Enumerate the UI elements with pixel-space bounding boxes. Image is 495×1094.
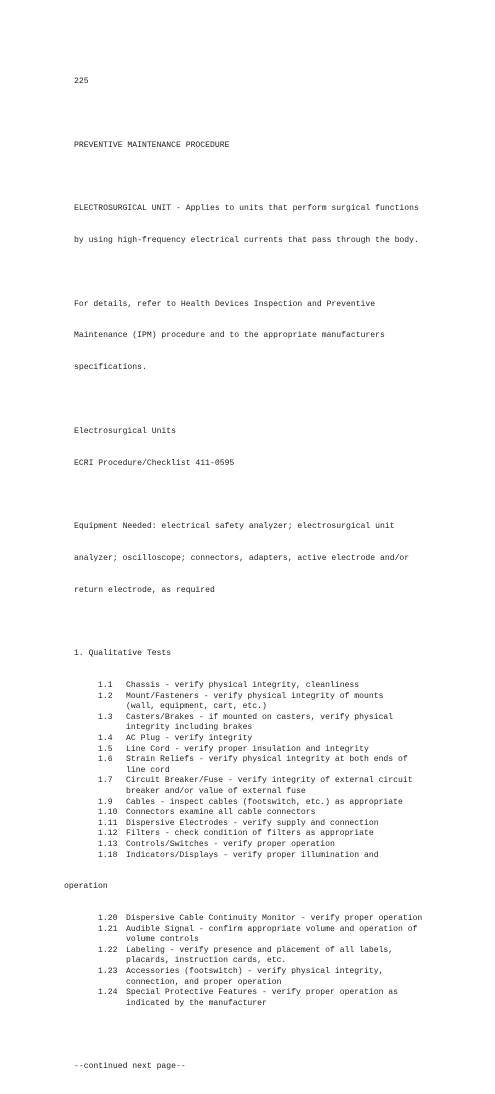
equipment-line-2: analyzer; oscilloscope; connectors, adapters, active electrode and/or [74, 553, 410, 563]
checklist-item [74, 745, 486, 756]
page-number: 225 [74, 77, 89, 87]
item-text: Connectors examine all cable connectors [126, 808, 316, 818]
item-number: 1.18 [98, 850, 118, 860]
item-text: Mount/Fasteners - verify physical integrity of mounts [126, 691, 384, 701]
item-number: 1.12 [98, 829, 118, 839]
page-heading: PREVENTIVE MAINTENANCE PROCEDURE [74, 140, 230, 150]
item-text: Special Protective Features - verify proper operation as [126, 988, 398, 998]
item-number: 1.23 [98, 967, 118, 977]
item-number: 1.1 [98, 681, 113, 691]
item-text: Controls/Switches - verify proper operation [126, 839, 335, 849]
item-text-continued: integrity including brakes [126, 723, 253, 733]
continued-footer: --continued next page-- [74, 1062, 186, 1072]
equipment-line-1: Equipment Needed: electrical safety analyzer; electrosurgical unit [74, 522, 395, 532]
checklist-item [74, 755, 486, 776]
checklist-item [74, 776, 486, 797]
item-text: AC Plug - verify integrity [126, 734, 253, 743]
item-text: Line Cord - verify proper insulation and integrity [126, 744, 369, 754]
item-text: Indicators/Displays - verify proper illumination and [126, 850, 379, 860]
checklist-item [74, 967, 486, 988]
item-text: Casters/Brakes - if mounted on casters, verify physical [126, 712, 394, 722]
item-number: 1.20 [98, 914, 118, 924]
item-text: Cables - inspect cables (footswitch, etc.) as appropriate [126, 797, 403, 807]
checklist-item [74, 925, 486, 946]
item-text: Circuit Breaker/Fuse - verify integrity of external circuit [126, 776, 413, 786]
item-number: 1.7 [98, 776, 113, 786]
item-text-continued: (wall, equipment, cart, etc.) [126, 702, 267, 712]
details-line-2: Maintenance (IPM) procedure and to the appropriate manufacturers [74, 331, 385, 341]
checklist-item [74, 819, 486, 830]
equipment-line-3: return electrode, as required [74, 585, 215, 595]
item-number: 1.3 [98, 712, 113, 722]
item-number: 1.24 [98, 988, 118, 998]
item-number: 1.6 [98, 755, 113, 765]
checklist-item [74, 851, 486, 862]
checklist-items [74, 681, 486, 861]
item-text: Chassis - verify physical integrity, cleanliness [126, 681, 360, 691]
item-text-continued: breaker and/or value of external fuse [126, 786, 306, 796]
checklist-item [74, 840, 486, 851]
item-number: 1.4 [98, 734, 113, 743]
checklist-item [74, 946, 486, 967]
intro-line-2: by using high-frequency electrical currents that pass through the body. [74, 236, 419, 246]
checklist-item [74, 734, 486, 745]
item-text: Accessories (footswitch) - verify physical integrity, [126, 967, 384, 977]
reference-line-1: Electrosurgical Units [74, 426, 176, 436]
item-number: 1.5 [98, 744, 113, 754]
item-text: Audible Signal - confirm appropriate volume and operation of [126, 924, 418, 934]
reference-line-2: ECRI Procedure/Checklist 411-0595 [74, 458, 235, 468]
item-text-continued: connection, and proper operation [126, 977, 282, 987]
details-line-3: specifications. [74, 363, 147, 373]
item-text-continued: line cord [126, 765, 170, 775]
item-text: Dispersive Electrodes - verify supply and connection [126, 818, 379, 828]
checklist-item [74, 692, 486, 713]
intro-line-1: ELECTROSURGICAL UNIT - Applies to units that perform surgical functions [74, 204, 419, 214]
item-number: 1.21 [98, 924, 118, 934]
item-text-continued: indicated by the manufacturer [126, 998, 267, 1008]
checklist-item [74, 681, 486, 692]
item-text: Dispersive Cable Continuity Monitor - verify proper operation [126, 914, 423, 924]
item-number: 1.13 [98, 839, 118, 849]
outdented-line: operation [64, 882, 108, 892]
details-line-1: For details, refer to Health Devices Inspection and Preventive [74, 299, 376, 309]
checklist-item [74, 829, 486, 840]
checklist-items-continued [74, 914, 486, 1009]
item-text-continued: volume controls [126, 935, 199, 945]
checklist-item [74, 713, 486, 734]
item-number: 1.2 [98, 691, 113, 701]
item-number: 1.11 [98, 818, 118, 828]
item-text: Labeling - verify presence and placement of all labels, [126, 945, 394, 955]
item-text: Filters - check condition of filters as appropriate [126, 829, 374, 839]
checklist-item [74, 798, 486, 809]
checklist-item [74, 988, 486, 1009]
document-body [64, 56, 486, 1094]
checklist-item [74, 808, 486, 819]
item-number: 1.22 [98, 945, 118, 955]
item-number: 1.10 [98, 808, 118, 818]
item-text-continued: placards, instruction cards, etc. [126, 956, 287, 966]
section-title: 1. Qualitative Tests [74, 649, 172, 659]
item-number: 1.9 [98, 797, 113, 807]
item-text: Strain Reliefs - verify physical integrity at both ends of [126, 755, 408, 765]
checklist-item [74, 914, 486, 925]
